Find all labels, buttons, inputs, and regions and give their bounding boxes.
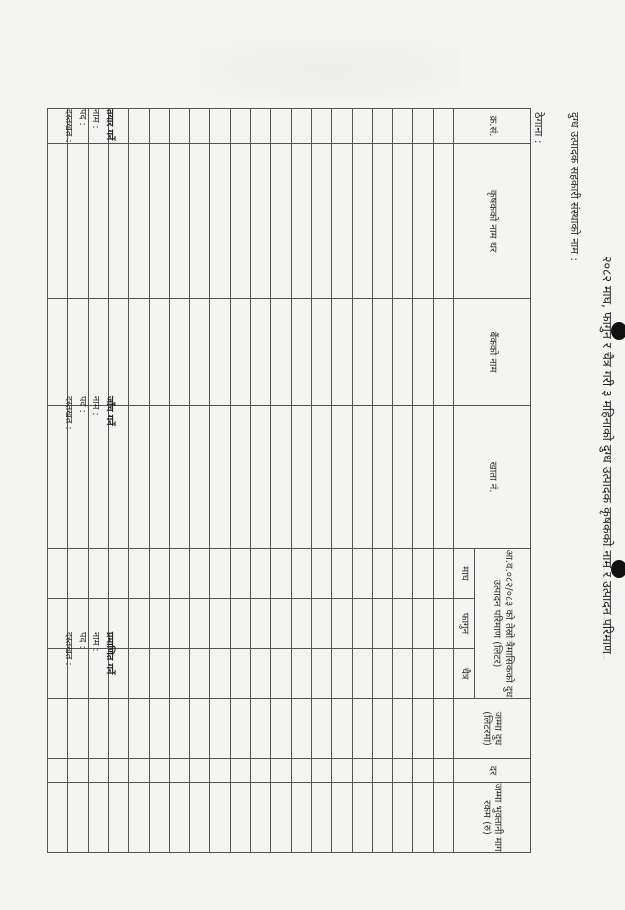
table-cell: [149, 783, 169, 853]
table-cell: [352, 699, 372, 759]
header-total-amount: जम्मा भुक्तानी माग रकम (रु): [454, 783, 531, 853]
table-cell: [311, 299, 331, 406]
table-cell: [332, 109, 352, 144]
table-cell: [129, 759, 149, 783]
table-cell: [393, 549, 413, 599]
table-cell: [230, 599, 250, 649]
table-cell: [393, 759, 413, 783]
table-cell: [291, 783, 311, 853]
table-cell: [352, 759, 372, 783]
table-row: [332, 109, 352, 853]
table-cell: [169, 783, 189, 853]
table-cell: [271, 406, 291, 549]
table-cell: [433, 699, 453, 759]
table-cell: [433, 599, 453, 649]
table-cell: [68, 783, 88, 853]
table-cell: [433, 549, 453, 599]
table-cell: [190, 406, 210, 549]
table-cell: [210, 599, 230, 649]
table-row: [372, 109, 392, 853]
table-cell: [311, 109, 331, 144]
table-cell: [169, 549, 189, 599]
table-cell: [88, 783, 108, 853]
table-cell: [129, 699, 149, 759]
table-cell: [169, 406, 189, 549]
table-cell: [169, 759, 189, 783]
table-cell: [129, 649, 149, 699]
table-cell: [291, 406, 311, 549]
table-cell: [291, 699, 311, 759]
header-month-magh: माघ: [454, 549, 475, 599]
table-cell: [210, 699, 230, 759]
table-cell: [413, 649, 433, 699]
table-row: [251, 109, 271, 853]
table-cell: [251, 649, 271, 699]
table-cell: [190, 649, 210, 699]
table-cell: [230, 109, 250, 144]
table-cell: [230, 699, 250, 759]
organization-name-label: दुग्ध उत्पादक सहकारी संस्थाको नाम :: [568, 112, 581, 262]
table-cell: [230, 649, 250, 699]
table-cell: [291, 549, 311, 599]
table-row: [413, 109, 433, 853]
table-cell: [372, 144, 392, 299]
table-cell: [210, 299, 230, 406]
signature-post-label: पद :: [77, 109, 88, 126]
table-cell: [291, 109, 311, 144]
table-cell: [291, 299, 311, 406]
table-cell: [230, 783, 250, 853]
table-cell: [230, 406, 250, 549]
table-cell: [48, 299, 68, 406]
table-cell: [68, 144, 88, 299]
table-cell: [352, 109, 372, 144]
table-row: [352, 109, 372, 853]
table-cell: [413, 299, 433, 406]
table-cell: [149, 599, 169, 649]
table-row: [230, 109, 250, 853]
table-cell: [210, 109, 230, 144]
table-cell: [352, 783, 372, 853]
table-cell: [271, 549, 291, 599]
signature-block-prepared: [62, 109, 116, 143]
table-cell: [68, 549, 88, 599]
table-cell: [352, 299, 372, 406]
table-cell: [291, 599, 311, 649]
table-cell: [332, 549, 352, 599]
table-cell: [129, 783, 149, 853]
table-cell: [68, 759, 88, 783]
table-cell: [413, 549, 433, 599]
table-cell: [352, 406, 372, 549]
table-cell: [230, 299, 250, 406]
table-cell: [433, 649, 453, 699]
table-cell: [251, 783, 271, 853]
table-cell: [372, 109, 392, 144]
table-cell: [88, 299, 108, 406]
table-cell: [88, 549, 108, 599]
table-cell: [271, 144, 291, 299]
table-cell: [169, 699, 189, 759]
table-cell: [108, 144, 128, 299]
signature-name-label: नाम :: [90, 109, 102, 129]
header-rate: दर: [454, 759, 531, 783]
address-label: ठेगाना :: [532, 112, 545, 144]
table-cell: [108, 783, 128, 853]
table-cell: [332, 599, 352, 649]
table-cell: [433, 783, 453, 853]
header-serial-number: क्र.सं.: [454, 109, 531, 144]
table-cell: [251, 759, 271, 783]
signature-name-label: नाम :: [90, 396, 102, 416]
signature-heading: प्रमाणित गर्ने: [104, 632, 115, 675]
table-cell: [372, 549, 392, 599]
form-title: २०८२ माघ, फागुन र चैत्र गरी ३ महिनाको दुग्ध उत्पादक कृषकको नाम र उत्पादन परिमाण: [600, 255, 615, 654]
table-cell: [210, 406, 230, 549]
signature-sign-label: दस्तखत :: [63, 109, 75, 143]
table-cell: [433, 299, 453, 406]
table-cell: [169, 144, 189, 299]
table-cell: [332, 144, 352, 299]
table-cell: [190, 109, 210, 144]
signature-name-label: नाम :: [90, 632, 102, 652]
table-cell: [433, 144, 453, 299]
table-cell: [190, 599, 210, 649]
table-cell: [413, 406, 433, 549]
table-cell: [190, 144, 210, 299]
table-cell: [210, 144, 230, 299]
table-cell: [129, 599, 149, 649]
table-cell: [251, 299, 271, 406]
table-cell: [48, 699, 68, 759]
table-cell: [332, 299, 352, 406]
table-cell: [190, 549, 210, 599]
table-row: [190, 109, 210, 853]
table-cell: [413, 783, 433, 853]
signature-sign-label: दस्तखत :: [63, 396, 75, 430]
table-cell: [88, 144, 108, 299]
table-row: [433, 109, 453, 853]
table-cell: [230, 759, 250, 783]
table-cell: [251, 699, 271, 759]
table-cell: [210, 783, 230, 853]
table-row: [48, 109, 68, 853]
table-cell: [271, 759, 291, 783]
header-total-milk: जम्मा दुध (लिटरमा): [454, 699, 531, 759]
table-cell: [413, 599, 433, 649]
table-cell: [332, 783, 352, 853]
table-row: [291, 109, 311, 853]
table-cell: [129, 299, 149, 406]
table-cell: [210, 759, 230, 783]
table-row: [393, 109, 413, 853]
table-row: [129, 109, 149, 853]
table-cell: [48, 783, 68, 853]
table-cell: [68, 699, 88, 759]
table-cell: [251, 549, 271, 599]
table-cell: [372, 783, 392, 853]
table-cell: [230, 144, 250, 299]
table-cell: [352, 599, 372, 649]
table-cell: [129, 109, 149, 144]
table-cell: [352, 649, 372, 699]
table-cell: [251, 109, 271, 144]
table-cell: [332, 649, 352, 699]
table-cell: [230, 549, 250, 599]
table-cell: [149, 549, 169, 599]
table-cell: [190, 759, 210, 783]
table-cell: [108, 549, 128, 599]
table-cell: [48, 144, 68, 299]
signature-post-label: पद :: [77, 632, 88, 649]
table-cell: [352, 144, 372, 299]
table-cell: [393, 699, 413, 759]
table-cell: [291, 649, 311, 699]
table-cell: [332, 406, 352, 549]
table-cell: [149, 299, 169, 406]
table-cell: [311, 599, 331, 649]
table-cell: [393, 406, 413, 549]
table-cell: [149, 144, 169, 299]
signature-block-checked: [62, 396, 116, 430]
table-row: [271, 109, 291, 853]
table-cell: [108, 699, 128, 759]
table-cell: [169, 649, 189, 699]
table-cell: [88, 699, 108, 759]
table-cell: [393, 109, 413, 144]
table-cell: [149, 699, 169, 759]
table-cell: [190, 299, 210, 406]
table-cell: [210, 549, 230, 599]
table-cell: [190, 783, 210, 853]
table-cell: [393, 649, 413, 699]
table-cell: [433, 759, 453, 783]
table-cell: [393, 299, 413, 406]
table-cell: [332, 699, 352, 759]
table-cell: [251, 599, 271, 649]
table-cell: [169, 299, 189, 406]
table-cell: [311, 783, 331, 853]
table-cell: [149, 649, 169, 699]
table-cell: [311, 759, 331, 783]
table-row: [149, 109, 169, 853]
table-cell: [48, 549, 68, 599]
table-cell: [372, 406, 392, 549]
table-cell: [393, 144, 413, 299]
table-cell: [413, 699, 433, 759]
table-cell: [108, 299, 128, 406]
table-cell: [393, 599, 413, 649]
table-cell: [372, 299, 392, 406]
table-cell: [393, 783, 413, 853]
signature-heading: जाँच गर्ने: [104, 396, 115, 426]
table-cell: [352, 549, 372, 599]
table-cell: [129, 144, 149, 299]
signature-post-label: पद :: [77, 396, 88, 413]
table-cell: [413, 109, 433, 144]
table-cell: [271, 299, 291, 406]
table-cell: [271, 599, 291, 649]
table-cell: [88, 759, 108, 783]
table-cell: [311, 406, 331, 549]
table-cell: [251, 144, 271, 299]
table-cell: [433, 109, 453, 144]
table-cell: [149, 109, 169, 144]
signature-block-certified: [62, 632, 116, 674]
table-cell: [149, 406, 169, 549]
signature-sign-label: दस्तखत :: [63, 632, 75, 666]
table-row: [68, 109, 88, 853]
table-cell: [311, 649, 331, 699]
table-cell: [413, 759, 433, 783]
table-cell: [149, 759, 169, 783]
table-cell: [291, 759, 311, 783]
table-cell: [413, 144, 433, 299]
table-cell: [271, 699, 291, 759]
milk-production-table: [47, 108, 531, 853]
table-row: [88, 109, 108, 853]
table-cell: [433, 406, 453, 549]
table-cell: [311, 699, 331, 759]
header-month-chaitra: चैत्र: [454, 649, 475, 699]
signature-heading: तयार गर्ने: [104, 109, 115, 141]
table-cell: [48, 759, 68, 783]
header-bank-name: बैंकको नाम: [454, 299, 531, 406]
table-cell: [311, 144, 331, 299]
table-cell: [291, 144, 311, 299]
table-cell: [169, 599, 189, 649]
table-cell: [129, 549, 149, 599]
table-cell: [169, 109, 189, 144]
table-cell: [372, 649, 392, 699]
table-cell: [372, 759, 392, 783]
header-month-falgun: फागुन: [454, 599, 475, 649]
table-row: [108, 109, 128, 853]
table-cell: [372, 599, 392, 649]
header-quarterly-production: आ.व.०८२/०८३ को तेस्रो त्रैमासिकको दुध उत्पादन परिमाण (लिटर): [475, 549, 531, 699]
table-cell: [372, 699, 392, 759]
table-cell: [210, 649, 230, 699]
table-cell: [108, 759, 128, 783]
table-cell: [68, 299, 88, 406]
table-row: [169, 109, 189, 853]
table-cell: [311, 549, 331, 599]
table-cell: [129, 406, 149, 549]
table-cell: [271, 783, 291, 853]
table-cell: [271, 109, 291, 144]
header-farmer-name: कृषकको नाम थर: [454, 144, 531, 299]
header-account-number: खाता नं.: [454, 406, 531, 549]
table-cell: [251, 406, 271, 549]
table-cell: [271, 649, 291, 699]
table-cell: [332, 759, 352, 783]
table-row: [311, 109, 331, 853]
table-row: [210, 109, 230, 853]
table-cell: [190, 699, 210, 759]
